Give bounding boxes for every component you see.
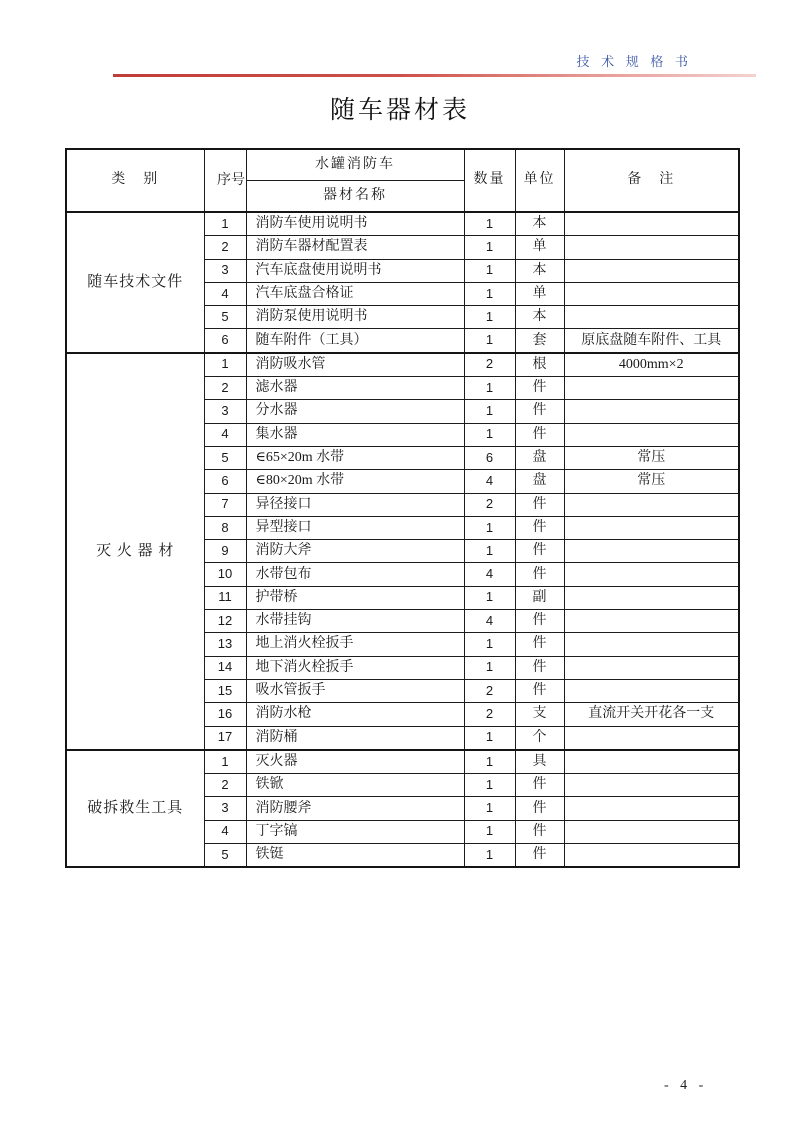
cell-name: 消防水枪 xyxy=(246,703,464,726)
cell-quantity: 2 xyxy=(464,679,515,702)
cell-unit: 件 xyxy=(515,820,564,843)
cell-remark xyxy=(564,679,739,702)
header-red-rule xyxy=(113,74,756,77)
cell-name: 消防车使用说明书 xyxy=(246,212,464,236)
cell-name: 汽车底盘合格证 xyxy=(246,282,464,305)
cell-remark: 常压 xyxy=(564,470,739,493)
cell-serial: 1 xyxy=(204,353,246,377)
cell-name: 铁锨 xyxy=(246,774,464,797)
cell-serial: 4 xyxy=(204,820,246,843)
cell-name: 异型接口 xyxy=(246,516,464,539)
cell-serial: 17 xyxy=(204,726,246,750)
cell-unit: 本 xyxy=(515,212,564,236)
cell-name: 随车附件（工具） xyxy=(246,329,464,353)
cell-unit: 单 xyxy=(515,282,564,305)
cell-unit: 副 xyxy=(515,586,564,609)
cell-unit: 件 xyxy=(515,844,564,868)
cell-unit: 本 xyxy=(515,259,564,282)
cell-remark xyxy=(564,236,739,259)
cell-remark xyxy=(564,540,739,563)
category-cell: 随车技术文件 xyxy=(66,212,204,353)
cell-unit: 支 xyxy=(515,703,564,726)
cell-unit: 盘 xyxy=(515,446,564,469)
cell-quantity: 1 xyxy=(464,516,515,539)
cell-remark xyxy=(564,212,739,236)
cell-unit: 套 xyxy=(515,329,564,353)
cell-remark xyxy=(564,586,739,609)
category-cell: 灭 火 器 材 xyxy=(66,353,204,750)
cell-unit: 件 xyxy=(515,377,564,400)
cell-remark xyxy=(564,563,739,586)
cell-name: 吸水管扳手 xyxy=(246,679,464,702)
cell-quantity: 4 xyxy=(464,470,515,493)
cell-remark xyxy=(564,400,739,423)
cell-quantity: 2 xyxy=(464,493,515,516)
cell-quantity: 1 xyxy=(464,236,515,259)
cell-name: 集水器 xyxy=(246,423,464,446)
cell-unit: 件 xyxy=(515,797,564,820)
cell-remark xyxy=(564,493,739,516)
table-row xyxy=(66,750,739,774)
cell-name: 铁铤 xyxy=(246,844,464,868)
cell-name: 分水器 xyxy=(246,400,464,423)
cell-quantity: 1 xyxy=(464,282,515,305)
cell-remark xyxy=(564,306,739,329)
cell-serial: 1 xyxy=(204,212,246,236)
cell-serial: 4 xyxy=(204,423,246,446)
cell-quantity: 4 xyxy=(464,563,515,586)
cell-unit: 个 xyxy=(515,726,564,750)
cell-serial: 11 xyxy=(204,586,246,609)
category-cell: 破拆救生工具 xyxy=(66,750,204,867)
cell-unit: 件 xyxy=(515,493,564,516)
cell-quantity: 1 xyxy=(464,726,515,750)
cell-name: 水带挂钩 xyxy=(246,610,464,633)
cell-remark xyxy=(564,423,739,446)
cell-name: ∈80×20m 水带 xyxy=(246,470,464,493)
cell-serial: 7 xyxy=(204,493,246,516)
cell-name: ∈65×20m 水带 xyxy=(246,446,464,469)
cell-serial: 14 xyxy=(204,656,246,679)
header-serial-label: 序号 xyxy=(216,173,245,188)
cell-unit: 件 xyxy=(515,774,564,797)
cell-name: 消防吸水管 xyxy=(246,353,464,377)
cell-unit: 根 xyxy=(515,353,564,377)
cell-remark xyxy=(564,774,739,797)
cell-unit: 件 xyxy=(515,563,564,586)
page-number: - 4 - xyxy=(664,1078,708,1093)
equipment-table-body xyxy=(66,212,739,867)
cell-quantity: 1 xyxy=(464,656,515,679)
cell-remark xyxy=(564,377,739,400)
header-unit: 单位 xyxy=(515,149,564,212)
cell-name: 灭火器 xyxy=(246,750,464,774)
cell-quantity: 1 xyxy=(464,259,515,282)
cell-remark xyxy=(564,844,739,868)
cell-remark: 直流开关开花各一支 xyxy=(564,703,739,726)
cell-name: 异径接口 xyxy=(246,493,464,516)
cell-unit: 件 xyxy=(515,540,564,563)
cell-remark xyxy=(564,516,739,539)
table-row xyxy=(66,353,739,377)
equipment-table-header xyxy=(66,149,739,212)
cell-serial: 12 xyxy=(204,610,246,633)
cell-quantity: 2 xyxy=(464,703,515,726)
cell-name: 滤水器 xyxy=(246,377,464,400)
cell-name: 地上消火栓扳手 xyxy=(246,633,464,656)
cell-unit: 件 xyxy=(515,679,564,702)
cell-serial: 1 xyxy=(204,750,246,774)
page-title: 随车器材表 xyxy=(329,97,470,124)
cell-quantity: 4 xyxy=(464,610,515,633)
cell-serial: 2 xyxy=(204,377,246,400)
header-remarks: 备 注 xyxy=(564,149,739,212)
cell-serial: 5 xyxy=(204,446,246,469)
cell-unit: 件 xyxy=(515,610,564,633)
cell-quantity: 1 xyxy=(464,306,515,329)
equipment-table xyxy=(65,148,740,868)
cell-remark xyxy=(564,610,739,633)
cell-quantity: 1 xyxy=(464,633,515,656)
cell-quantity: 6 xyxy=(464,446,515,469)
cell-quantity: 1 xyxy=(464,540,515,563)
cell-unit: 件 xyxy=(515,516,564,539)
cell-serial: 6 xyxy=(204,470,246,493)
cell-quantity: 2 xyxy=(464,353,515,377)
cell-unit: 件 xyxy=(515,656,564,679)
cell-remark xyxy=(564,726,739,750)
cell-remark: 4000mm×2 xyxy=(564,353,739,377)
cell-name: 地下消火栓扳手 xyxy=(246,656,464,679)
cell-remark: 常压 xyxy=(564,446,739,469)
cell-serial: 3 xyxy=(204,400,246,423)
cell-name: 水带包布 xyxy=(246,563,464,586)
cell-quantity: 1 xyxy=(464,400,515,423)
cell-quantity: 1 xyxy=(464,774,515,797)
header-vehicle-type: 水罐消防车 xyxy=(246,149,464,181)
doc-header-label: 技 术 规 格 书 xyxy=(576,54,692,69)
cell-name: 护带桥 xyxy=(246,586,464,609)
cell-unit: 具 xyxy=(515,750,564,774)
cell-quantity: 1 xyxy=(464,329,515,353)
cell-quantity: 1 xyxy=(464,797,515,820)
cell-serial: 3 xyxy=(204,259,246,282)
cell-unit: 件 xyxy=(515,400,564,423)
cell-serial: 2 xyxy=(204,774,246,797)
cell-quantity: 1 xyxy=(464,820,515,843)
cell-quantity: 1 xyxy=(464,377,515,400)
cell-remark xyxy=(564,633,739,656)
cell-serial: 6 xyxy=(204,329,246,353)
cell-serial: 5 xyxy=(204,844,246,868)
cell-unit: 本 xyxy=(515,306,564,329)
cell-unit: 单 xyxy=(515,236,564,259)
cell-name: 汽车底盘使用说明书 xyxy=(246,259,464,282)
cell-name: 消防桶 xyxy=(246,726,464,750)
header-row-1 xyxy=(66,149,739,181)
cell-remark xyxy=(564,282,739,305)
cell-serial: 16 xyxy=(204,703,246,726)
cell-quantity: 1 xyxy=(464,586,515,609)
cell-serial: 8 xyxy=(204,516,246,539)
cell-serial: 13 xyxy=(204,633,246,656)
cell-quantity: 1 xyxy=(464,750,515,774)
cell-serial: 5 xyxy=(204,306,246,329)
cell-serial: 4 xyxy=(204,282,246,305)
cell-remark xyxy=(564,750,739,774)
cell-serial: 9 xyxy=(204,540,246,563)
cell-name: 消防车器材配置表 xyxy=(246,236,464,259)
cell-unit: 件 xyxy=(515,423,564,446)
cell-name: 消防泵使用说明书 xyxy=(246,306,464,329)
cell-remark xyxy=(564,797,739,820)
cell-name: 消防腰斧 xyxy=(246,797,464,820)
cell-unit: 件 xyxy=(515,633,564,656)
cell-quantity: 1 xyxy=(464,212,515,236)
header-equipment-name: 器材名称 xyxy=(246,181,464,213)
cell-remark xyxy=(564,820,739,843)
header-category: 类 别 xyxy=(66,149,204,212)
cell-serial: 2 xyxy=(204,236,246,259)
cell-unit: 盘 xyxy=(515,470,564,493)
cell-serial: 10 xyxy=(204,563,246,586)
cell-remark xyxy=(564,259,739,282)
table-row xyxy=(66,212,739,236)
cell-remark xyxy=(564,656,739,679)
cell-quantity: 1 xyxy=(464,423,515,446)
cell-remark: 原底盘随车附件、工具 xyxy=(564,329,739,353)
header-quantity: 数量 xyxy=(464,149,515,212)
cell-name: 丁字镐 xyxy=(246,820,464,843)
header-serial xyxy=(204,149,246,212)
cell-serial: 15 xyxy=(204,679,246,702)
cell-serial: 3 xyxy=(204,797,246,820)
cell-name: 消防大斧 xyxy=(246,540,464,563)
cell-quantity: 1 xyxy=(464,844,515,868)
